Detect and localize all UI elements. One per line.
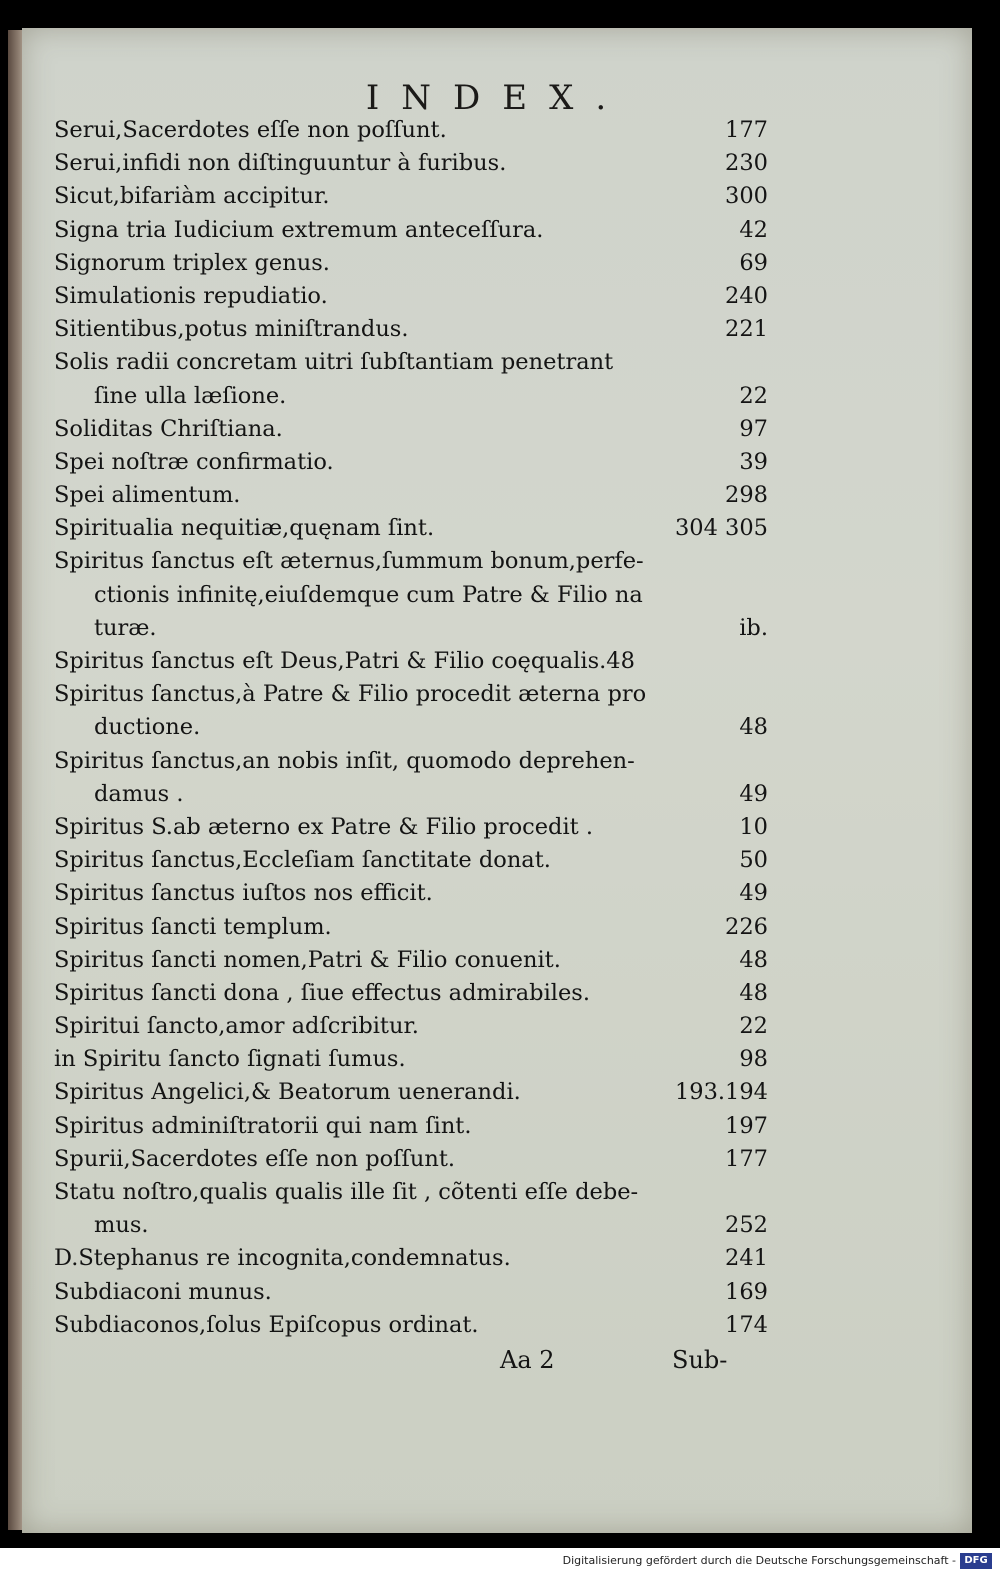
index-entry — [54, 1143, 768, 1176]
entry-text: Spurii,Sacerdotes eſſe non poſſunt. 177 — [54, 1143, 768, 1176]
book-page — [22, 28, 972, 1533]
index-entry — [54, 1010, 768, 1043]
entry-page-ref: 169 — [725, 1278, 768, 1305]
index-entry — [54, 1276, 768, 1309]
entry-text: Spiritus ſanctus,an nobis inſit, quomodo deprehen- — [54, 747, 635, 774]
entry-text: Sitientibus,potus miniſtrandus. 221 — [54, 313, 768, 346]
index-entry — [54, 479, 768, 512]
entry-page-ref: 241 — [725, 1245, 768, 1272]
entry-page-ref: 193.194 — [674, 1079, 768, 1106]
entry-text: Spiritus S.ab æterno ex Patre & Filio procedit . 10 — [54, 811, 768, 844]
entry-text: Subdiaconos,ſolus Epiſcopus ordinat. 174 — [54, 1309, 768, 1342]
index-entry — [54, 280, 768, 313]
entry-text: Signorum triplex genus. 69 — [54, 247, 768, 280]
index-entry — [54, 977, 768, 1010]
entry-page-ref: 177 — [725, 1145, 768, 1172]
entry-page-ref: 10 — [739, 813, 768, 840]
index-entry — [54, 678, 768, 744]
entry-page-ref: 42 — [739, 216, 768, 243]
entry-continuation: turæ. ib. — [54, 612, 768, 645]
entry-page-ref: 240 — [725, 282, 768, 309]
entry-page-ref: 39 — [739, 448, 768, 475]
page-header: INDEX. — [365, 78, 629, 118]
entry-text: Solis radii concretam uitri ſubſtantiam penetrant — [54, 349, 614, 376]
index-entry — [54, 1110, 768, 1143]
entry-page-ref: 50 — [739, 847, 768, 874]
entry-page-ref: 22 — [739, 1013, 768, 1040]
entry-page-ref: 300 — [725, 183, 768, 210]
catchword: Sub- — [672, 1346, 728, 1374]
entry-text: Spiritus ſanctus eſt æternus,ſummum bonum,perfe- — [54, 548, 644, 575]
entry-page-ref: 298 — [725, 482, 768, 509]
entry-continuation: damus . 49 — [54, 778, 768, 811]
entry-text: Spiritualia nequitiæ,quęnam ſint. 304 305 — [54, 512, 768, 545]
entry-page-ref: 177 — [725, 117, 768, 143]
entry-text: Spiritus ſanctus,à Patre & Filio procedit æterna pro — [54, 681, 647, 708]
entry-page-ref: 48 — [739, 979, 768, 1006]
index-entry — [54, 1242, 768, 1275]
index-entry — [54, 446, 768, 479]
entry-page-ref: 69 — [739, 249, 768, 276]
entry-continuation: ſine ulla læſione. 22 — [54, 380, 768, 413]
entry-text: Spiritus ſancti nomen,Patri & Filio conuenit. 48 — [54, 944, 768, 977]
entry-page-ref: 48 — [739, 714, 768, 741]
index-entry — [54, 911, 768, 944]
entry-continuation: ductione. 48 — [54, 711, 768, 744]
index-entry — [54, 944, 768, 977]
entry-text: Spiritus ſancti dona , ſiue effectus admirabiles. 48 — [54, 977, 768, 1010]
index-entry — [54, 214, 768, 247]
entry-page-ref: 304 305 — [674, 515, 768, 542]
entry-page-ref: 49 — [739, 780, 768, 807]
index-entry — [54, 247, 768, 280]
entry-text: Spiritus ſanctus eſt Deus,Patri & Filio coęqualis.48 — [54, 648, 635, 674]
entry-page-ref: 252 — [725, 1212, 768, 1239]
entry-page-ref: 226 — [725, 913, 768, 940]
index-entry — [54, 413, 768, 446]
entry-text: Simulationis repudiatio. 240 — [54, 280, 768, 313]
entry-continuation: mus. 252 — [54, 1209, 768, 1242]
entry-continuation: ctionis infinitę,eiuſdemque cum Patre & Filio na — [94, 581, 643, 608]
entry-page-ref: 174 — [725, 1311, 768, 1338]
entry-page-ref: ib. — [739, 614, 768, 641]
entry-page-ref: 49 — [739, 880, 768, 907]
index-entry — [54, 313, 768, 346]
entry-text: Spei alimentum. 298 — [54, 479, 768, 512]
index-entry — [54, 1176, 768, 1242]
entry-text: Spiritus ſancti templum. 226 — [54, 911, 768, 944]
index-entry — [54, 844, 768, 877]
entry-text: Soliditas Chriſtiana. 97 — [54, 413, 768, 446]
entry-text: Spiritui ſancto,amor adſcribitur. 22 — [54, 1010, 768, 1043]
index-entry — [54, 877, 768, 910]
entry-text: Signa tria Iudicium extremum anteceſſura. 42 — [54, 214, 768, 247]
entry-page-ref: 98 — [739, 1046, 768, 1073]
entry-page-ref: 97 — [739, 415, 768, 442]
index-entries — [54, 114, 768, 1342]
entry-text: Spiritus adminiſtratorii qui nam ſint. 197 — [54, 1110, 768, 1143]
entry-text: Serui,Sacerdotes eſſe non poſſunt. 177 — [54, 114, 768, 147]
index-entry — [54, 147, 768, 180]
dfg-logo: DFG — [960, 1553, 992, 1569]
entry-page-ref: 22 — [739, 382, 768, 409]
index-entry — [54, 645, 768, 678]
signature-mark: Aa 2 — [500, 1346, 555, 1374]
entry-page-ref: 197 — [725, 1112, 768, 1139]
index-entry — [54, 512, 768, 545]
entry-text: Spei noſtræ confirmatio. 39 — [54, 446, 768, 479]
entry-page-ref: 48 — [739, 946, 768, 973]
index-entry — [54, 114, 768, 147]
credit-bar — [0, 1548, 1000, 1577]
index-entry — [54, 180, 768, 213]
index-entry — [54, 1309, 768, 1342]
entry-text: Subdiaconi munus. 169 — [54, 1276, 768, 1309]
entry-text: in Spiritu ſancto ſignati ſumus. 98 — [54, 1043, 768, 1076]
index-entry — [54, 1076, 768, 1109]
entry-text: Serui,infidi non diſtinguuntur à furibus. 230 — [54, 147, 768, 180]
entry-page-ref: 221 — [725, 316, 768, 343]
index-entry — [54, 811, 768, 844]
entry-text: Sicut,bifariàm accipitur. 300 — [54, 180, 768, 213]
entry-text: Spiritus ſanctus iuſtos nos efficit. 49 — [54, 877, 768, 910]
entry-text: Statu noſtro,qualis qualis ille ſit , cõtenti eſſe debe- — [54, 1179, 639, 1205]
entry-text: Spiritus Angelici,& Beatorum uenerandi. 193.194 — [54, 1076, 768, 1109]
entry-text: D.Stephanus re incognita,condemnatus. 241 — [54, 1242, 768, 1275]
index-entry — [54, 545, 768, 645]
index-entry — [54, 745, 768, 811]
index-entry — [54, 346, 768, 412]
entry-text: Spiritus ſanctus,Eccleſiam ſanctitate donat. 50 — [54, 844, 768, 877]
index-entry — [54, 1043, 768, 1076]
entry-page-ref: 230 — [725, 150, 768, 177]
credit-text: Digitalisierung gefördert durch die Deutsche Forschungsgemeinschaft - — [562, 1554, 956, 1567]
